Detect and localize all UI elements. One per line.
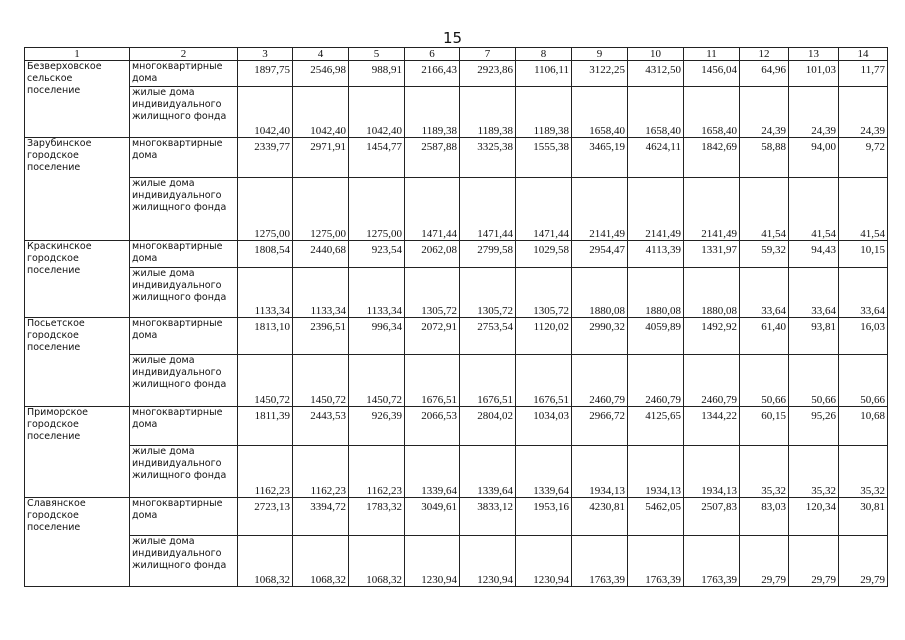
value-cell: 120,34 [789, 498, 839, 536]
value-cell: 41,54 [789, 178, 839, 241]
value-cell: 2587,88 [405, 138, 460, 178]
value-cell: 29,79 [789, 536, 839, 587]
value-cell: 41,54 [740, 178, 789, 241]
value-cell: 41,54 [839, 178, 888, 241]
value-cell: 33,64 [789, 268, 839, 318]
value-cell: 29,79 [839, 536, 888, 587]
value-cell: 94,00 [789, 138, 839, 178]
value-cell: 1042,40 [293, 87, 349, 138]
value-cell: 1763,39 [628, 536, 684, 587]
settlement-name: Краскинское городское поселение [25, 241, 130, 318]
value-cell: 1808,54 [238, 241, 293, 268]
value-cell: 1230,94 [460, 536, 516, 587]
value-cell: 2723,13 [238, 498, 293, 536]
column-header: 4 [293, 48, 349, 61]
value-cell: 61,40 [740, 318, 789, 355]
housing-type: многоквартирные дома [130, 241, 238, 268]
value-cell: 3325,38 [460, 138, 516, 178]
value-cell: 1953,16 [516, 498, 572, 536]
value-cell: 1133,34 [293, 268, 349, 318]
value-cell: 1934,13 [628, 446, 684, 498]
housing-type: жилые дома индивидуального жилищного фонда [130, 178, 238, 241]
value-cell: 10,68 [839, 407, 888, 446]
value-cell: 3122,25 [572, 61, 628, 87]
value-cell: 1275,00 [293, 178, 349, 241]
column-header: 13 [789, 48, 839, 61]
value-cell: 2141,49 [684, 178, 740, 241]
column-header: 12 [740, 48, 789, 61]
value-cell: 1783,32 [349, 498, 405, 536]
value-cell: 2460,79 [684, 355, 740, 407]
value-cell: 1305,72 [516, 268, 572, 318]
value-cell: 2954,47 [572, 241, 628, 268]
table-row [25, 536, 888, 587]
value-cell: 1162,23 [238, 446, 293, 498]
value-cell: 1230,94 [516, 536, 572, 587]
value-cell: 1658,40 [684, 87, 740, 138]
value-cell: 1676,51 [405, 355, 460, 407]
settlement-name: Зарубинское городское поселение [25, 138, 130, 241]
value-cell: 1471,44 [460, 178, 516, 241]
value-cell: 1555,38 [516, 138, 572, 178]
value-cell: 2339,77 [238, 138, 293, 178]
column-header: 9 [572, 48, 628, 61]
value-cell: 33,64 [839, 268, 888, 318]
value-cell: 1813,10 [238, 318, 293, 355]
value-cell: 59,32 [740, 241, 789, 268]
table-row [25, 61, 888, 87]
housing-type: многоквартирные дома [130, 61, 238, 87]
housing-type: жилые дома индивидуального жилищного фонда [130, 355, 238, 407]
value-cell: 2804,02 [460, 407, 516, 446]
value-cell: 4230,81 [572, 498, 628, 536]
value-cell: 1676,51 [516, 355, 572, 407]
value-cell: 101,03 [789, 61, 839, 87]
value-cell: 1068,32 [238, 536, 293, 587]
table-row [25, 268, 888, 318]
value-cell: 1658,40 [628, 87, 684, 138]
value-cell: 996,34 [349, 318, 405, 355]
value-cell: 923,54 [349, 241, 405, 268]
housing-type: многоквартирные дома [130, 407, 238, 446]
value-cell: 50,66 [789, 355, 839, 407]
value-cell: 1120,02 [516, 318, 572, 355]
value-cell: 1042,40 [349, 87, 405, 138]
value-cell: 1880,08 [572, 268, 628, 318]
value-cell: 83,03 [740, 498, 789, 536]
value-cell: 2141,49 [572, 178, 628, 241]
settlement-name: Славянское городское поселение [25, 498, 130, 587]
value-cell: 1106,11 [516, 61, 572, 87]
column-header: 3 [238, 48, 293, 61]
value-cell: 2396,51 [293, 318, 349, 355]
column-header: 7 [460, 48, 516, 61]
value-cell: 24,39 [789, 87, 839, 138]
column-header: 6 [405, 48, 460, 61]
value-cell: 1471,44 [405, 178, 460, 241]
header-row [25, 48, 888, 61]
value-cell: 1042,40 [238, 87, 293, 138]
value-cell: 3394,72 [293, 498, 349, 536]
value-cell: 33,64 [740, 268, 789, 318]
value-cell: 3049,61 [405, 498, 460, 536]
value-cell: 58,88 [740, 138, 789, 178]
value-cell: 1450,72 [293, 355, 349, 407]
value-cell: 1763,39 [684, 536, 740, 587]
value-cell: 2966,72 [572, 407, 628, 446]
value-cell: 4624,11 [628, 138, 684, 178]
value-cell: 2460,79 [628, 355, 684, 407]
table-row [25, 446, 888, 498]
table-row [25, 178, 888, 241]
value-cell: 1934,13 [684, 446, 740, 498]
value-cell: 50,66 [740, 355, 789, 407]
value-cell: 30,81 [839, 498, 888, 536]
table-row [25, 241, 888, 268]
value-cell: 1162,23 [293, 446, 349, 498]
table-row [25, 498, 888, 536]
column-header: 10 [628, 48, 684, 61]
value-cell: 1029,58 [516, 241, 572, 268]
column-header: 8 [516, 48, 572, 61]
value-cell: 2753,54 [460, 318, 516, 355]
value-cell: 1880,08 [628, 268, 684, 318]
value-cell: 1189,38 [460, 87, 516, 138]
page-number: 15 [442, 29, 463, 47]
value-cell: 1305,72 [405, 268, 460, 318]
value-cell: 95,26 [789, 407, 839, 446]
value-cell: 24,39 [839, 87, 888, 138]
value-cell: 2971,91 [293, 138, 349, 178]
value-cell: 1471,44 [516, 178, 572, 241]
value-cell: 1068,32 [349, 536, 405, 587]
value-cell: 1275,00 [238, 178, 293, 241]
table-row [25, 407, 888, 446]
value-cell: 1811,39 [238, 407, 293, 446]
value-cell: 35,32 [740, 446, 789, 498]
value-cell: 1880,08 [684, 268, 740, 318]
value-cell: 2072,91 [405, 318, 460, 355]
value-cell: 1492,92 [684, 318, 740, 355]
column-header: 11 [684, 48, 740, 61]
value-cell: 35,32 [839, 446, 888, 498]
value-cell: 1133,34 [349, 268, 405, 318]
value-cell: 2923,86 [460, 61, 516, 87]
value-cell: 2066,53 [405, 407, 460, 446]
value-cell: 1034,03 [516, 407, 572, 446]
value-cell: 24,39 [740, 87, 789, 138]
value-cell: 1450,72 [238, 355, 293, 407]
housing-type: многоквартирные дома [130, 138, 238, 178]
value-cell: 1456,04 [684, 61, 740, 87]
value-cell: 93,81 [789, 318, 839, 355]
column-header: 1 [25, 48, 130, 61]
value-cell: 11,77 [839, 61, 888, 87]
value-cell: 64,96 [740, 61, 789, 87]
value-cell: 2546,98 [293, 61, 349, 87]
settlement-name: Приморское городское поселение [25, 407, 130, 498]
tariff-table [24, 47, 888, 587]
value-cell: 2990,32 [572, 318, 628, 355]
value-cell: 4312,50 [628, 61, 684, 87]
value-cell: 3465,19 [572, 138, 628, 178]
value-cell: 10,15 [839, 241, 888, 268]
value-cell: 4113,39 [628, 241, 684, 268]
value-cell: 4125,65 [628, 407, 684, 446]
table-body [25, 61, 888, 587]
value-cell: 1189,38 [516, 87, 572, 138]
settlement-name: Безверховское сельское поселение [25, 61, 130, 138]
value-cell: 988,91 [349, 61, 405, 87]
value-cell: 1230,94 [405, 536, 460, 587]
value-cell: 1133,34 [238, 268, 293, 318]
housing-type: многоквартирные дома [130, 498, 238, 536]
value-cell: 2440,68 [293, 241, 349, 268]
value-cell: 5462,05 [628, 498, 684, 536]
value-cell: 1068,32 [293, 536, 349, 587]
value-cell: 1842,69 [684, 138, 740, 178]
value-cell: 1339,64 [460, 446, 516, 498]
value-cell: 35,32 [789, 446, 839, 498]
housing-type: жилые дома индивидуального жилищного фонда [130, 536, 238, 587]
value-cell: 1454,77 [349, 138, 405, 178]
value-cell: 4059,89 [628, 318, 684, 355]
value-cell: 1658,40 [572, 87, 628, 138]
column-header: 14 [839, 48, 888, 61]
value-cell: 1331,97 [684, 241, 740, 268]
value-cell: 94,43 [789, 241, 839, 268]
value-cell: 1162,23 [349, 446, 405, 498]
value-cell: 2141,49 [628, 178, 684, 241]
settlement-name: Посьетское городское поселение [25, 318, 130, 407]
value-cell: 50,66 [839, 355, 888, 407]
housing-type: жилые дома индивидуального жилищного фонда [130, 87, 238, 138]
table-row [25, 318, 888, 355]
value-cell: 29,79 [740, 536, 789, 587]
value-cell: 926,39 [349, 407, 405, 446]
value-cell: 2799,58 [460, 241, 516, 268]
value-cell: 16,03 [839, 318, 888, 355]
value-cell: 1450,72 [349, 355, 405, 407]
value-cell: 2443,53 [293, 407, 349, 446]
housing-type: жилые дома индивидуального жилищного фонда [130, 268, 238, 318]
value-cell: 9,72 [839, 138, 888, 178]
housing-type: многоквартирные дома [130, 318, 238, 355]
value-cell: 1189,38 [405, 87, 460, 138]
value-cell: 1339,64 [405, 446, 460, 498]
value-cell: 2507,83 [684, 498, 740, 536]
value-cell: 1339,64 [516, 446, 572, 498]
table-row [25, 87, 888, 138]
value-cell: 2166,43 [405, 61, 460, 87]
column-header: 2 [130, 48, 238, 61]
value-cell: 1897,75 [238, 61, 293, 87]
value-cell: 2460,79 [572, 355, 628, 407]
value-cell: 1934,13 [572, 446, 628, 498]
column-header: 5 [349, 48, 405, 61]
housing-type: жилые дома индивидуального жилищного фонда [130, 446, 238, 498]
table-row [25, 138, 888, 178]
value-cell: 1676,51 [460, 355, 516, 407]
value-cell: 2062,08 [405, 241, 460, 268]
value-cell: 3833,12 [460, 498, 516, 536]
table-row [25, 355, 888, 407]
value-cell: 1305,72 [460, 268, 516, 318]
value-cell: 1275,00 [349, 178, 405, 241]
value-cell: 60,15 [740, 407, 789, 446]
value-cell: 1344,22 [684, 407, 740, 446]
value-cell: 1763,39 [572, 536, 628, 587]
